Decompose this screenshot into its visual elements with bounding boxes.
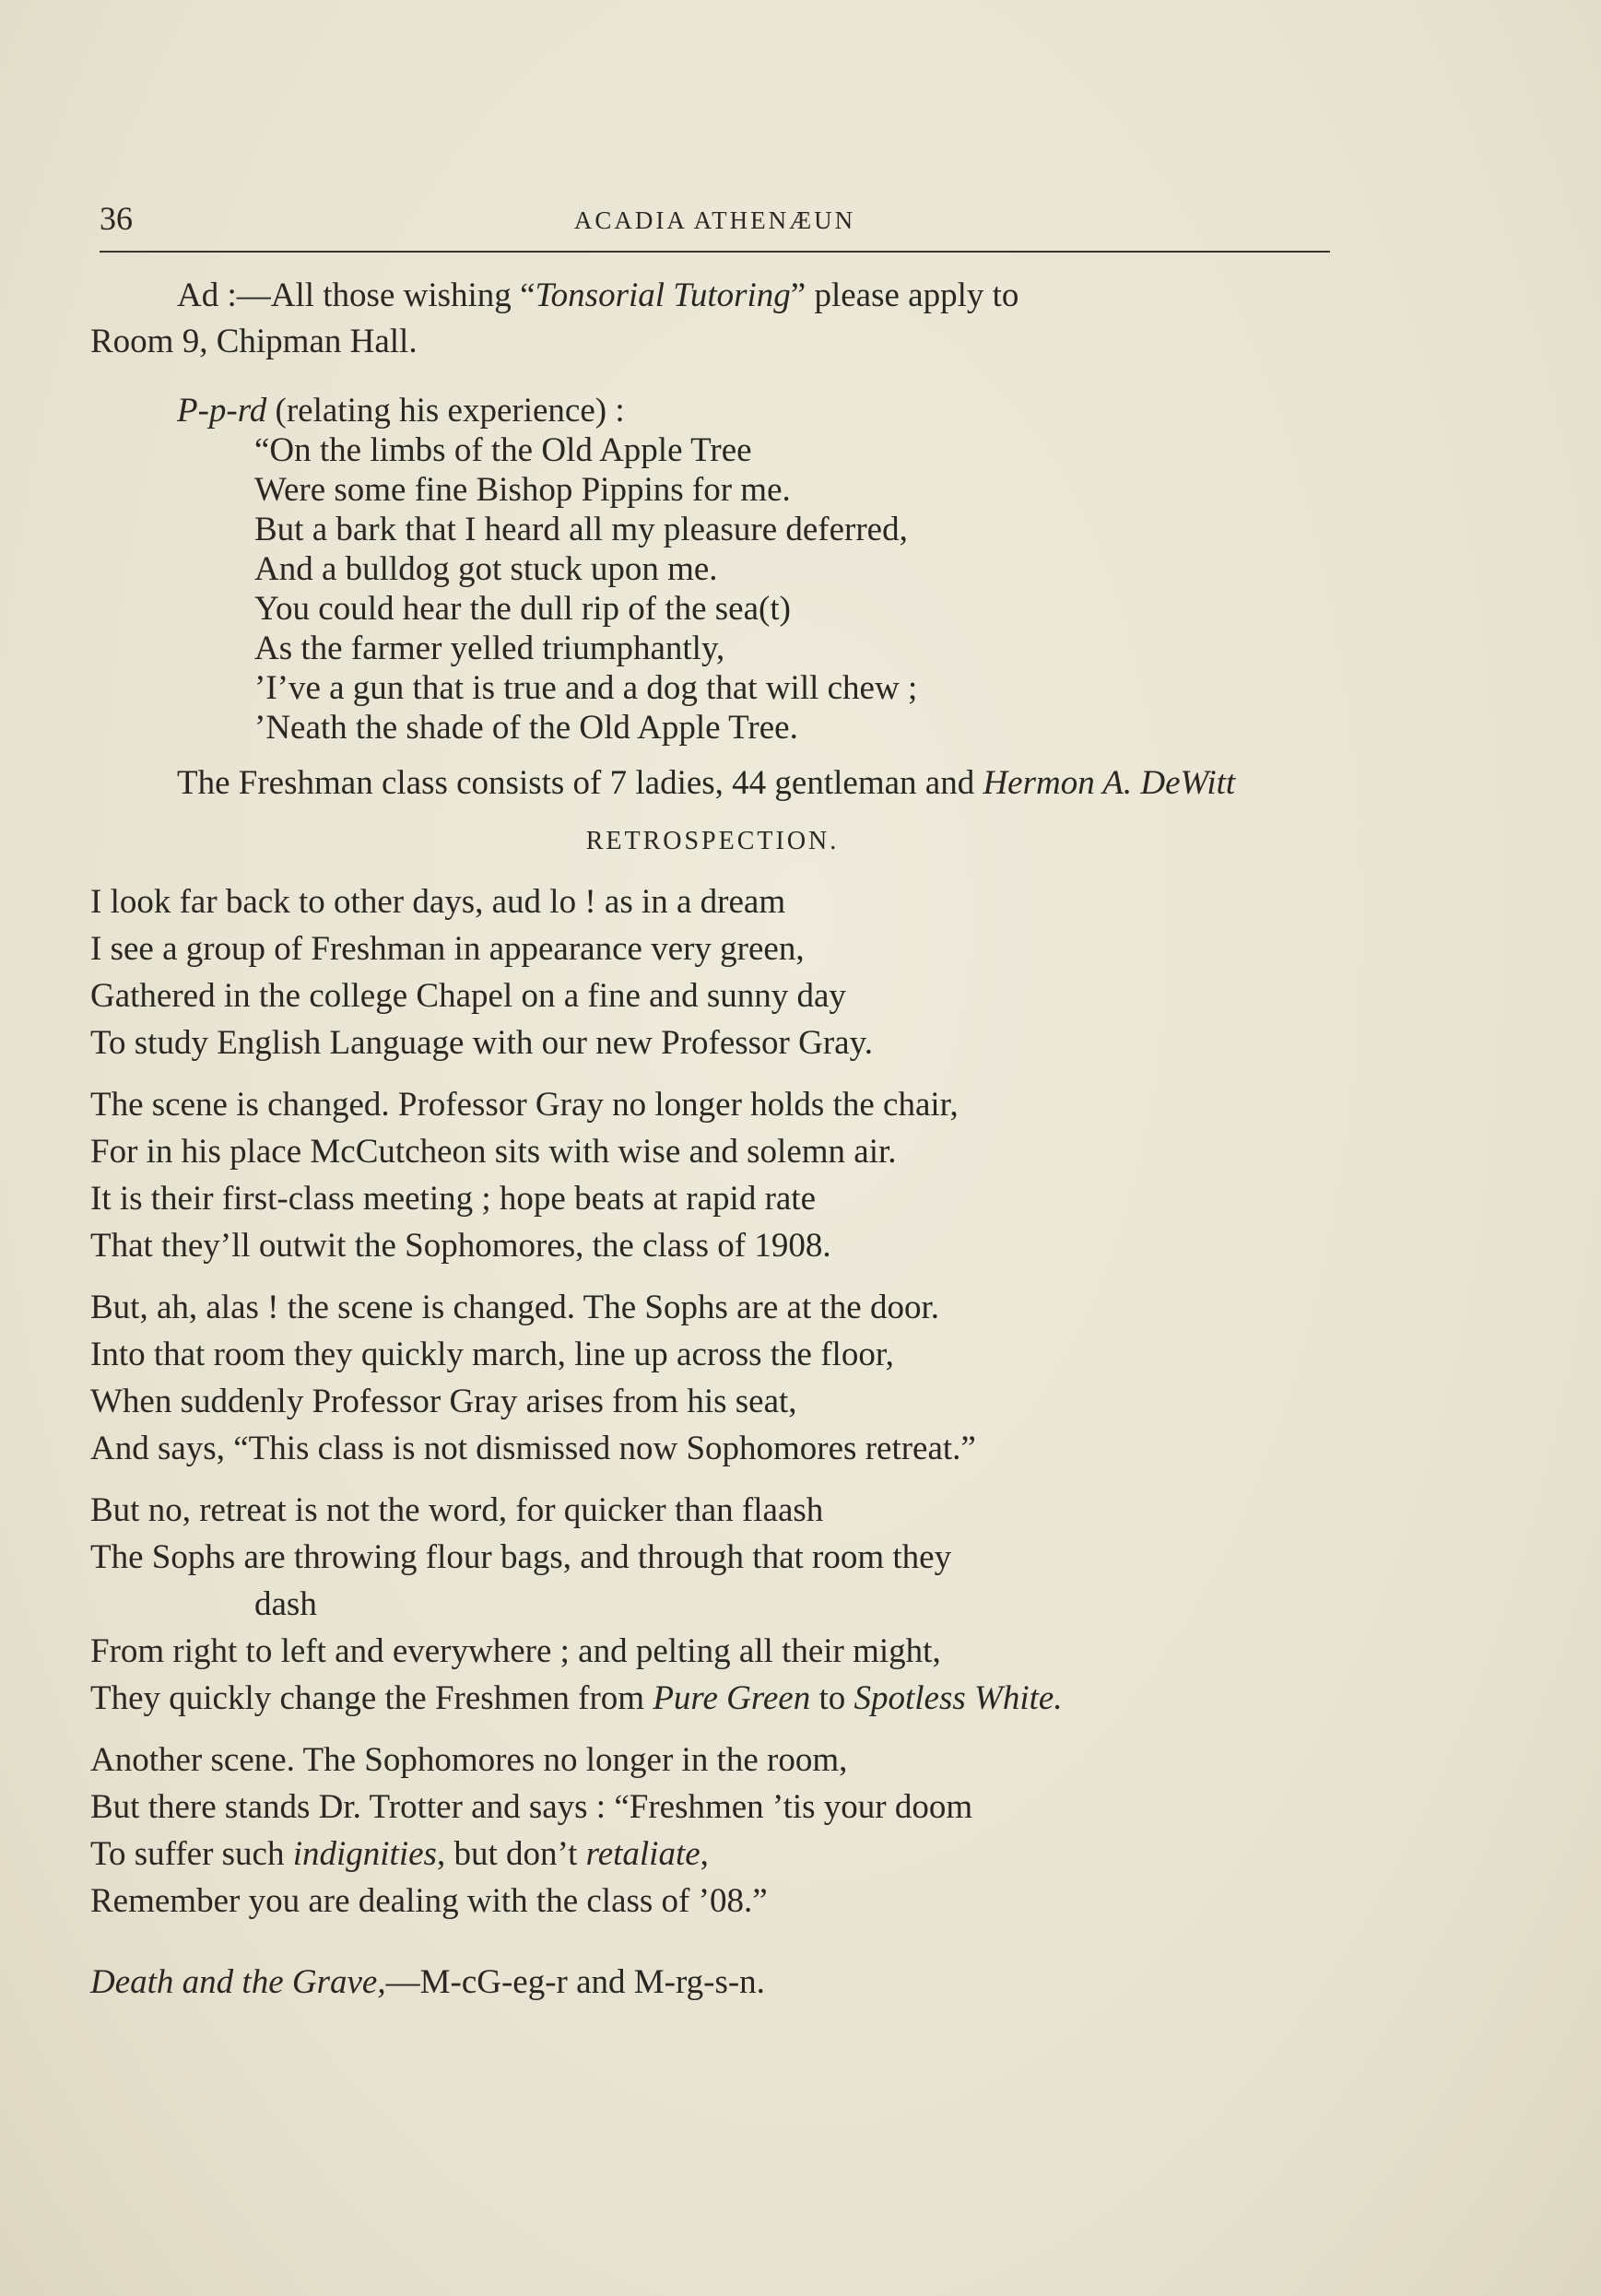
page-content xyxy=(90,273,1335,2006)
ad-quote-close: ” xyxy=(790,277,806,314)
verse-line: From right to left and everywhere ; and pelting all their might, xyxy=(90,1632,941,1670)
pprd-verse xyxy=(177,430,1335,748)
verse-line: When suddenly Professor Gray arises from his seat, xyxy=(90,1383,797,1420)
verse-line: For in his place McCutcheon sits with wise and solemn air. xyxy=(90,1133,897,1171)
pprd-line: You could hear the dull rip of the sea(t) xyxy=(254,590,791,628)
verse-line: I see a group of Freshman in appearance very green, xyxy=(90,930,805,968)
retrospection-title: RETROSPECTION. xyxy=(585,827,840,855)
stanza-1 xyxy=(90,878,1335,1066)
verse-line: The scene is changed. Professor Gray no longer holds the chair, xyxy=(90,1086,959,1124)
freshman-paragraph xyxy=(90,760,1335,807)
verse-line: Another scene. The Sophomores no longer in the room, xyxy=(90,1741,848,1779)
ad-line2: Room 9, Chipman Hall. xyxy=(90,323,418,360)
pprd-intro xyxy=(177,391,1335,430)
ad-tail: please apply to xyxy=(806,277,1019,314)
header-rule xyxy=(100,251,1330,253)
pprd-line: ’Neath the shade of the Old Apple Tree. xyxy=(254,709,798,747)
verse-line: Into that room they quickly march, line up across the floor, xyxy=(90,1336,894,1373)
ad-paragraph xyxy=(90,273,1335,365)
verse-line: The Sophs are throwing flour bags, and through that room they xyxy=(90,1538,952,1576)
verse-line: Gathered in the college Chapel on a fine and sunny day xyxy=(90,977,846,1015)
verse-italic: retaliate xyxy=(585,1835,700,1873)
closing-line xyxy=(90,1960,1335,2006)
verse-line: But no, retreat is not the word, for quicker than flaash xyxy=(90,1491,824,1529)
pprd-line: ’I’ve a gun that is true and a dog that will chew ; xyxy=(254,669,918,707)
closing-italic: Death and the Grave, xyxy=(90,1963,386,2001)
verse-italic: Pure Green xyxy=(653,1679,811,1717)
pprd-line: As the farmer yelled triumphantly, xyxy=(254,630,725,667)
pprd-line: “On the limbs of the Old Apple Tree xyxy=(254,431,752,469)
retrospection-poem xyxy=(90,878,1335,1925)
pprd-line: Were some fine Bishop Pippins for me. xyxy=(254,471,791,509)
stanza-5 xyxy=(90,1737,1335,1925)
verse-line xyxy=(90,1831,1335,1878)
pprd-block xyxy=(90,391,1335,748)
ad-quote-open: “ xyxy=(520,277,536,314)
ad-italic: Tonsorial Tutoring xyxy=(535,277,791,314)
verse-line: To study English Language with our new Professor Gray. xyxy=(90,1024,873,1062)
pprd-line: But a bark that I heard all my pleasure deferred, xyxy=(254,511,908,548)
verse-line: That they’ll outwit the Sophomores, the class of 1908. xyxy=(90,1227,831,1265)
verse-line: I look far back to other days, aud lo ! as in a dream xyxy=(90,883,786,921)
verse-line: Remember you are dealing with the class of ’08.” xyxy=(90,1882,768,1920)
ad-lead: Ad :—All those wishing xyxy=(177,277,521,314)
running-title: ACADIA ATHENÆUN xyxy=(573,206,856,234)
closing-text: —M-cG-eg-r and M-rg-s-n. xyxy=(385,1963,765,2001)
verse-line: But there stands Dr. Trotter and says : “Freshmen ’tis your doom xyxy=(90,1788,973,1826)
verse-text: , xyxy=(700,1835,709,1873)
freshman-text: The Freshman class consists of 7 ladies, 44 gentleman and xyxy=(177,764,983,802)
stanza-4 xyxy=(90,1487,1335,1722)
verse-italic: Spotless White. xyxy=(853,1679,1063,1717)
verse-line: But, ah, alas ! the scene is changed. The Sophs are at the door. xyxy=(90,1289,939,1326)
verse-text: , but don’t xyxy=(436,1835,586,1873)
page-header xyxy=(100,197,1330,243)
stanza-3 xyxy=(90,1284,1335,1472)
verse-line: It is their first-class meeting ; hope beats at rapid rate xyxy=(90,1180,817,1218)
verse-text: to xyxy=(810,1679,854,1717)
pprd-speaker: P-p-rd xyxy=(177,392,267,430)
freshman-italic: Hermon A. DeWitt xyxy=(983,764,1236,802)
pprd-line: And a bulldog got stuck upon me. xyxy=(254,550,718,588)
verse-italic: indignities xyxy=(292,1835,437,1873)
verse-line xyxy=(90,1675,1335,1722)
verse-text: To suffer such xyxy=(90,1835,293,1873)
page-number: 36 xyxy=(100,200,133,237)
verse-text: They quickly change the Freshmen from xyxy=(90,1679,653,1717)
verse-line: And says, “This class is not dismissed now Sophomores retreat.” xyxy=(90,1430,976,1467)
pprd-speaker-note: (relating his experience) : xyxy=(266,392,625,430)
stanza-2 xyxy=(90,1081,1335,1269)
verse-line-continuation: dash xyxy=(254,1585,317,1623)
